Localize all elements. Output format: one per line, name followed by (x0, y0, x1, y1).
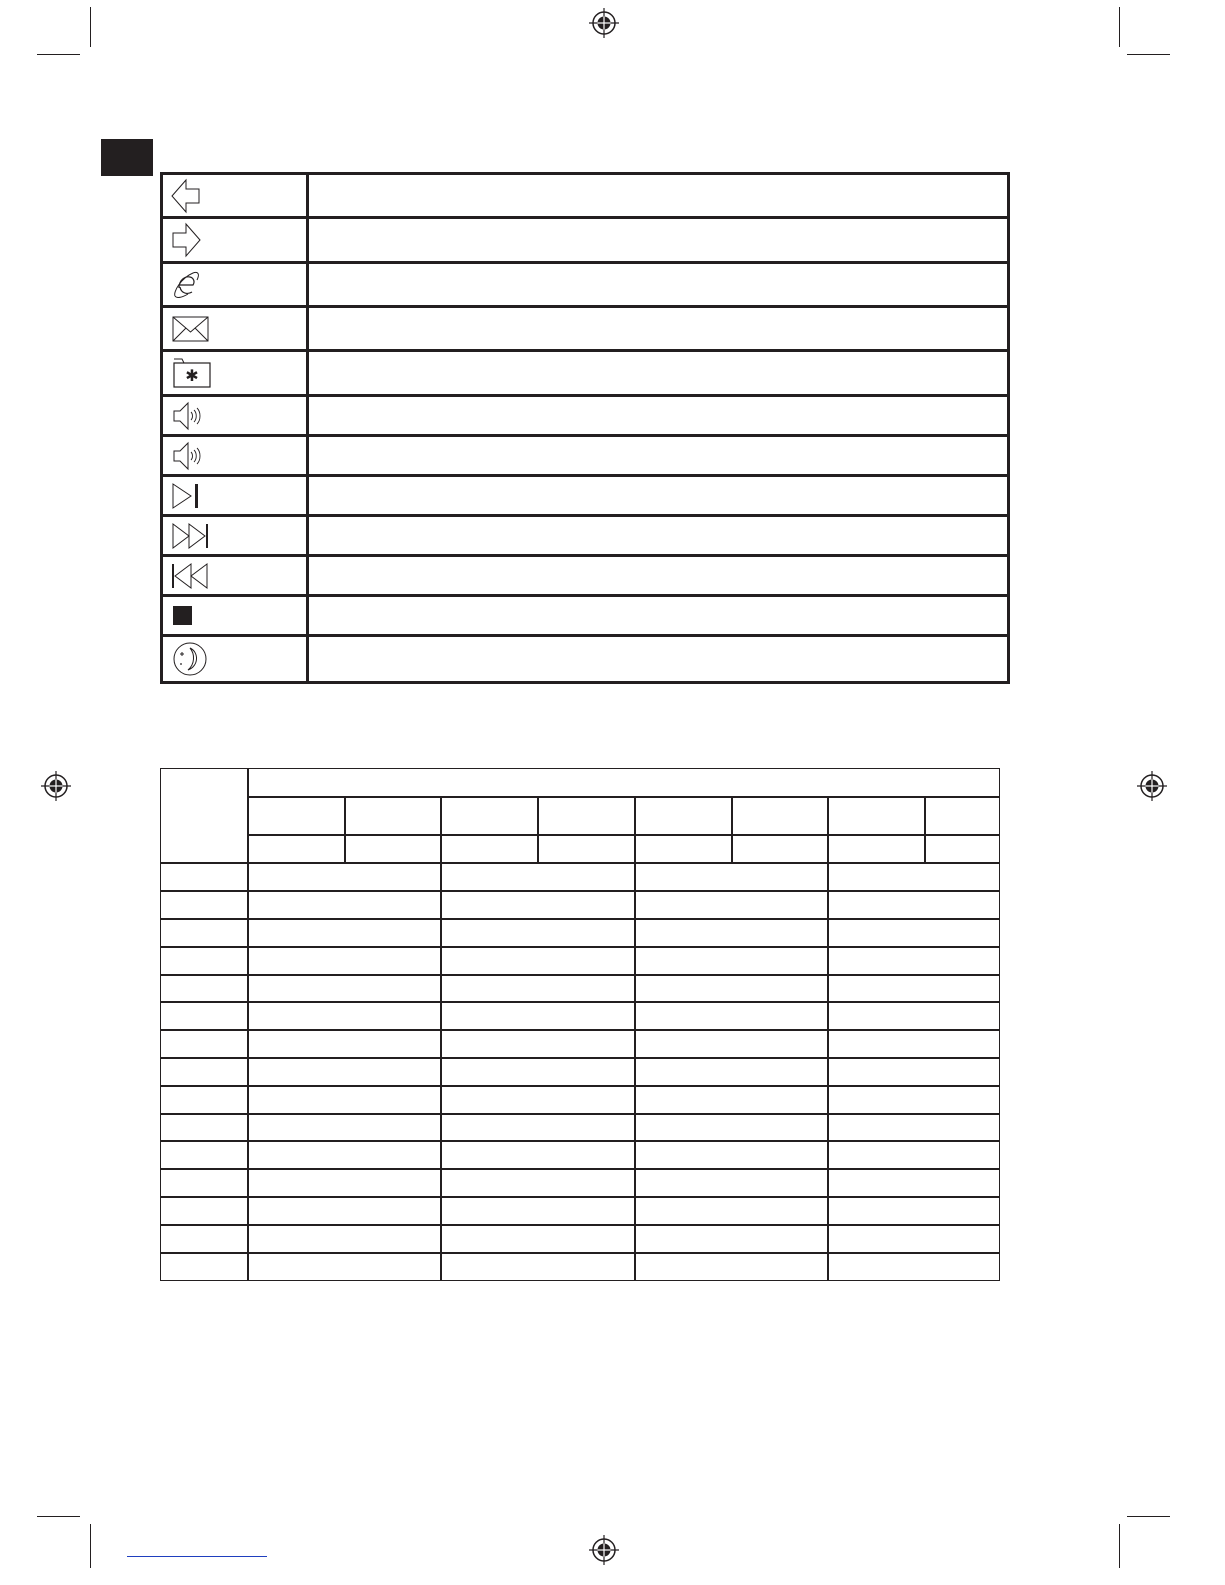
table-divider (161, 1196, 999, 1198)
settings-table (160, 768, 1000, 1281)
crop-mark-top-left-h (37, 54, 80, 55)
table-divider (827, 796, 829, 1280)
registration-mark-right-icon (1136, 770, 1168, 802)
table-divider (634, 796, 636, 1280)
volume-down-icon (171, 440, 203, 472)
sleep-moon-icon (171, 640, 209, 678)
table-divider (924, 796, 926, 862)
table-divider (247, 796, 999, 798)
table-divider (344, 796, 346, 862)
table-divider (161, 1057, 999, 1059)
next-track-icon (171, 521, 213, 551)
table-divider (161, 918, 999, 920)
hotkey-description (309, 517, 1007, 554)
previous-track-icon (171, 561, 213, 591)
table-divider (161, 974, 999, 976)
hotkey-icon-cell (163, 637, 309, 681)
svg-text:✱: ✱ (185, 366, 199, 385)
hotkey-description (309, 557, 1007, 594)
table-divider (161, 1029, 999, 1031)
language-tab (101, 139, 153, 176)
hotkey-description (309, 437, 1007, 474)
hotkey-icon-cell (163, 308, 309, 349)
play-pause-icon (171, 481, 205, 511)
crop-mark-top-right-h (1127, 54, 1170, 55)
favorites-folder-icon (171, 357, 213, 389)
hotkey-row-play-pause (163, 477, 1007, 517)
table-divider (161, 1113, 999, 1115)
table-divider (247, 834, 999, 836)
table-divider (161, 1252, 999, 1254)
hotkey-icon-cell (163, 264, 309, 305)
hotkey-row-sleep (163, 637, 1007, 681)
table-divider (161, 1224, 999, 1226)
table-divider (161, 862, 999, 864)
hotkey-icon-cell (163, 477, 309, 514)
volume-up-icon (171, 400, 203, 432)
hotkey-row-previous (163, 557, 1007, 597)
hotkey-description (309, 308, 1007, 349)
table-divider (440, 796, 442, 1280)
hotkey-icon-cell (163, 437, 309, 474)
crop-mark-top-right-v (1119, 7, 1120, 47)
table-divider (731, 796, 733, 862)
hotkey-description (309, 352, 1007, 394)
table-divider (161, 1085, 999, 1087)
hotkey-icon-cell (163, 397, 309, 434)
crop-mark-bottom-left-h (37, 1516, 80, 1517)
hotkey-description (309, 175, 1007, 216)
crop-mark-top-left-v (90, 7, 91, 47)
hotkey-table (160, 172, 1010, 684)
hotkey-description (309, 397, 1007, 434)
hotkey-icon-cell (163, 352, 309, 394)
hotkey-icon-cell (163, 517, 309, 554)
hotkey-description (309, 219, 1007, 261)
table-divider (161, 1001, 999, 1003)
registration-mark-top-icon (588, 7, 620, 39)
hotkey-row-stop (163, 597, 1007, 637)
hotkey-row-browser (163, 264, 1007, 308)
hotkey-icon-cell (163, 219, 309, 261)
hotkey-icon-cell (163, 557, 309, 594)
stop-icon (171, 604, 195, 628)
table-divider (161, 1140, 999, 1142)
hotkey-description (309, 264, 1007, 305)
hotkey-icon-cell (163, 597, 309, 634)
email-envelope-icon (171, 315, 211, 343)
hotkey-row-forward (163, 219, 1007, 264)
forward-arrow-icon (171, 222, 201, 258)
hotkey-row-volume-down (163, 437, 1007, 477)
hotkey-description (309, 477, 1007, 514)
crop-mark-bottom-right-v (1119, 1524, 1120, 1568)
hotkey-row-email (163, 308, 1007, 352)
hotkey-description (309, 637, 1007, 681)
registration-mark-left-icon (40, 770, 72, 802)
registration-mark-bottom-icon (588, 1534, 620, 1566)
crop-mark-bottom-right-h (1127, 1516, 1170, 1517)
hotkey-row-favorites (163, 352, 1007, 397)
table-divider (161, 890, 999, 892)
hotkey-row-next (163, 517, 1007, 557)
hotkey-row-volume-up (163, 397, 1007, 437)
hotkey-description (309, 597, 1007, 634)
internet-explorer-icon (171, 268, 201, 302)
table-divider (247, 769, 249, 1280)
hotkey-row-back (163, 175, 1007, 219)
back-arrow-icon (171, 178, 201, 214)
hotkey-icon-cell (163, 175, 309, 216)
table-divider (537, 796, 539, 862)
footer-link[interactable] (127, 1556, 267, 1557)
crop-mark-bottom-left-v (90, 1524, 91, 1568)
table-divider (161, 1168, 999, 1170)
table-divider (161, 946, 999, 948)
